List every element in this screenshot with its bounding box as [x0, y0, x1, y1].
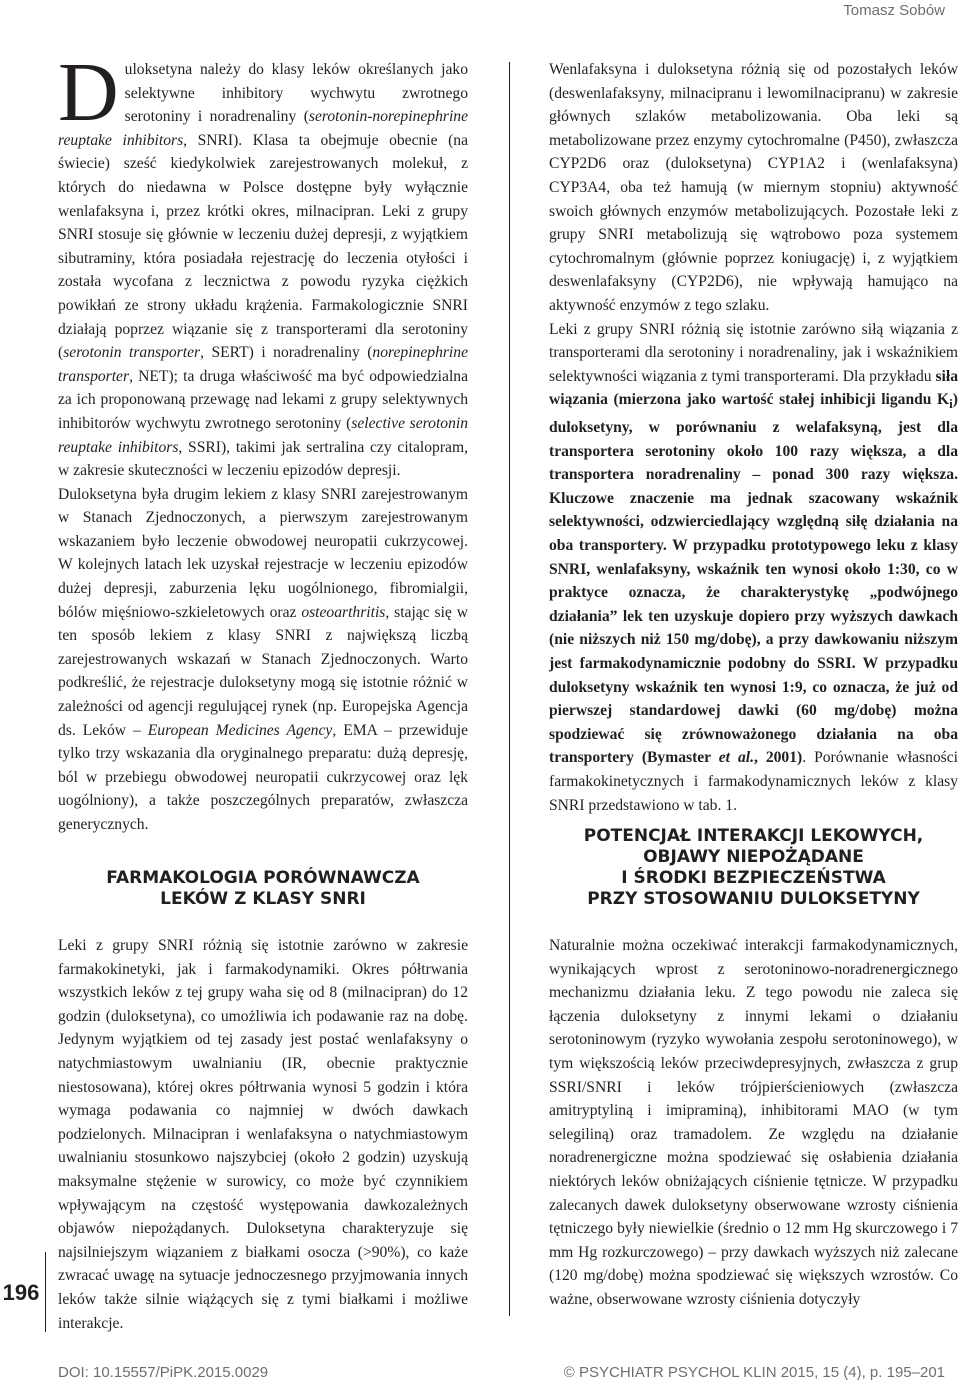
page-number: 196 [2, 1280, 40, 1305]
heading-line: LEKÓW Z KLASY SNRI [160, 889, 366, 909]
intro-paragraph [58, 46, 468, 483]
bold-text-run: , 2001) [754, 749, 803, 767]
text-run: , EMA – przewiduje tylko trzy wskazania dla oryginalnego preparatu: dużą depresję, ból w przebiegu obwodowej neuropatii cukrzycowej oraz lęk uogólniony), a także poszczególnych preparatów, zwłaszcza generycznych. [58, 721, 468, 833]
heading-line: PRZY STOSOWANIU DULOKSETYNY [587, 889, 920, 909]
italic-term: selective serotonin reuptake inhibitors [58, 414, 468, 456]
left-column-pharmacology [58, 934, 468, 1335]
text-run: Leki z grupy SNRI różnią się istotnie zarówno siłą wiązania z transporterami dla serotoniny i noradrenaliny, jak i wskaźnikiem selektywności wiązania z tymi transporterami. Dla przykładu [549, 320, 958, 385]
left-column-intro [58, 46, 468, 837]
italic-term: norepinephrine transporter [58, 344, 468, 385]
right-column-metabolism [549, 58, 958, 817]
text-run: , SSRI), takimi jak sertralina czy citalopram, w zakresie skuteczności w leczeniu epizodów depresji. [58, 438, 468, 480]
text-run: Duloksetyna była drugim lekiem z klasy SNRI zarejestrowanym w Stanach Zjednoczonych, a pierwszym zarejestrowanym wskazaniem było leczenie obwodowej neuropatii cukrzycowej. W kolejnych latach lek uzyskał rejestracje w leczeniu epizodów dużej depresji, zaburzenia lęku uogólnionego, fibromialgii, bólów mięśniowo-szkieletowych oraz [58, 485, 468, 621]
binding-paragraph [549, 318, 958, 818]
text-run: , NET); ta druga właściwość ma być odpowiedzialna za ich proponowaną przewagę nad lekami z grupy selektywnych inhibitorów wychwytu zwrotnego serotoniny ( [58, 367, 468, 432]
page-number-rule [45, 1252, 46, 1332]
text-run: , SERT) i noradrenaliny ( [200, 344, 373, 362]
italic-term: osteoarthritis [301, 603, 386, 621]
column-divider [509, 62, 510, 1316]
running-header-author: Tomasz Sobów [843, 2, 945, 19]
drop-cap: D [58, 46, 119, 139]
text-run: , stając się w ten sposób lekiem z klasy SNRI z największą liczbą zarejestrowanych wskazań w Stanach Zjednoczonych. Warto podkreślić, że rejestracje duloksetyny mogą się istotnie różnić w zależności od agencji regulującej rynek (np. Europejska Agencja ds. Leków – [58, 603, 468, 739]
text-run: . Porównanie własności farmakokinetycznych i farmakodynamicznych leków z klasy SNRI przedstawiono w tab. 1. [549, 749, 959, 814]
duloxetine-registration-paragraph [58, 483, 468, 837]
text-run: , SNRI). Klasa ta obejmuje obecnie (na świecie) sześć kiedykolwiek zarejestrowanych molekuł, z których do niedawna w Polsce dostępne były wyłącznie wenlafaksyna i, przez krótki okres, milnacipran. Leki z grupy SNRI stosuje się głównie w leczeniu dużej depresji, z wyjątkiem sibutraminy, która posiadała rejestrację do leczenia otyłości i została wycofana z lecznictwa z powodu ryzyka ciężkich powikłań ze strony układu krążenia. Farmakologicznie SNRI działają poprzez wiązanie się z transporterami dla serotoniny ( [58, 131, 468, 362]
italic-term: serotonin transporter [63, 344, 201, 362]
text-run: uloksetyna należy do klasy leków określanych jako selektywne inhibitory wychwytu zwrotnego serotoniny i noradrenaliny ( [124, 61, 468, 126]
section-heading-pharmacology [58, 868, 468, 910]
pharmacokinetics-paragraph: Leki z grupy SNRI różnią się istotnie zarówno w zakresie farmakokinetyki, jak i farmakodynamiki. Okres półtrwania wszystkich leków z tej grupy waha się od 8 (milnacipran) do 12 godzin (duloksetyna), co umożliwia ich podawanie raz na dobę. Jedynym wyjątkiem od tej zasady jest postać wenlafaksyny o natychmiastowym uwalnianiu (IR, obecnie praktycznie niestosowana), której okres półtrwania wynosi 5 godzin i która wymaga podawania co najmniej w dwóch dawkach podzielonych. Milnacipran i wenlafaksyna o natychmiastowym uwalnianiu stosunkowo najszybciej (około 2 godzin) uzyskują maksymalne stężenie w surowicy, co może być czynnikiem wpływającym na częstość występowania dawkozależnych objawów niepożądanych. Duloksetyna charakteryzuje się najsilniejszym wiązaniem z białkami osocza (>90%), co każe zwracać uwagę na sytuacje jednoczesnego przyjmowania innych leków także silnie wiążących się z tymi białkami i możliwe interakcje. [58, 937, 468, 1332]
footer-doi: DOI: 10.15557/PiPK.2015.0029 [58, 1364, 269, 1381]
heading-line: FARMAKOLOGIA PORÓWNAWCZA [106, 868, 420, 888]
footer-citation: © PSYCHIATR PSYCHOL KLIN 2015, 15 (4), p. 195–201 [563, 1364, 945, 1381]
bold-italic-text: et al. [718, 749, 754, 767]
interactions-paragraph: Naturalnie można oczekiwać interakcji farmakodynamicznych, wynikających wprost z serotoninowo-noradrenergicznego mechanizmu działania leku. Z tego powodu nie zaleca się łączenia duloksetyny z innymi lekami o działaniu serotoninowym (ryzyko wywołania zespołu serotoninowego), w tym większością leków przeciwdepresyjnych, zwłaszcza z grup SSRI/SNRI i leków trójpierścieniowych (zwłaszcza amitryptyliną i imipraminą), inhibitorami MAO (w tym selegiliną) oraz tramadolem. Ze względu na działanie noradrenergiczne można spodziewać się osłabienia działania niektórych leków obniżających ciśnienie tętnicze. W przypadku zalecanych dawek duloksetyny obserwowane wzrosty ciśnienia tętniczego były niewielkie (średnio o 12 mm Hg skurczowego i 7 mm Hg rozkurczowego) – przy dawkach wyższych niż zalecane (120 mg/dobę) można spodziewać się większych wzrostów. Co ważne, obserwowane wzrosty ciśnienia dotyczyły [549, 937, 958, 1308]
right-column-interactions [549, 934, 958, 1312]
subscript: i [949, 396, 953, 412]
heading-line: I ŚRODKI BEZPIECZEŃSTWA [621, 868, 886, 888]
section-heading-interactions [549, 826, 958, 910]
italic-term: European Medicines Agency [147, 721, 333, 739]
heading-line: OBJAWY NIEPOŻĄDANE [643, 847, 864, 867]
heading-line: POTENCJAŁ INTERAKCJI LEKOWYCH, [583, 826, 924, 846]
bold-text-run: siła wiązania (mierzona jako wartość stałej inhibicji ligandu K [549, 367, 958, 409]
bold-text-run: ) duloksetyny, w porównaniu z welafaksyną, jest dla transportera serotoniny około 100 razy większa, a dla transportera noradrenaliny – ponad 300 razy większa. Kluczowe znaczenie ma jednak szacowany wskaźnik selektywności, odzwierciedlający względną siłę działania na oba transportery. W przypadku prototypowego leku z klasy SNRI, wenlafaksyny, wskaźnik ten wynosi około 1:30, co w praktyce oznacza, że charakterystykę „podwójnego działania” lek ten uzyskuje dopiero przy wyższych dawkach (nie niższych niż 150 mg/dobę), a przy dawkowaniu niższym jest farmakodynamicznie podobny do SSRI. W przypadku duloksetyny wskaźnik ten wynosi 1:9, co oznacza, że już od pierwszej standardowej dawki (60 mg/dobę) można spodziewać się zrównoważonego działania na oba transportery (Bymaster [549, 391, 958, 767]
metabolism-paragraph: Wenlafaksyna i duloksetyna różnią się od pozostałych leków (deswenlafaksyny, milnacipranu i lewomilnacipranu) w zakresie głównych szlaków metabolizowania. Oba leki są metabolizowane przez enzymy cytochromalne (P450), zwłaszcza CYP2D6 oraz (duloksetyna) CYP1A2 i (wenlafaksyna) CYP3A4, oba też hamują (w miernym stopniu) aktywność swoich głównych enzymów metabolizujących. Pozostałe leki z grupy SNRI metabolizują się wątrobowo poza systemem cytochromalnym (głównie poprzez koniugację) i, z wyjątkiem deswenlafaksyny (CYP2D6), nie wpływają hamująco na aktywność enzymów z tego szlaku. [549, 61, 958, 314]
italic-term: serotonin-norepinephrine reuptake inhibitors [58, 108, 468, 149]
